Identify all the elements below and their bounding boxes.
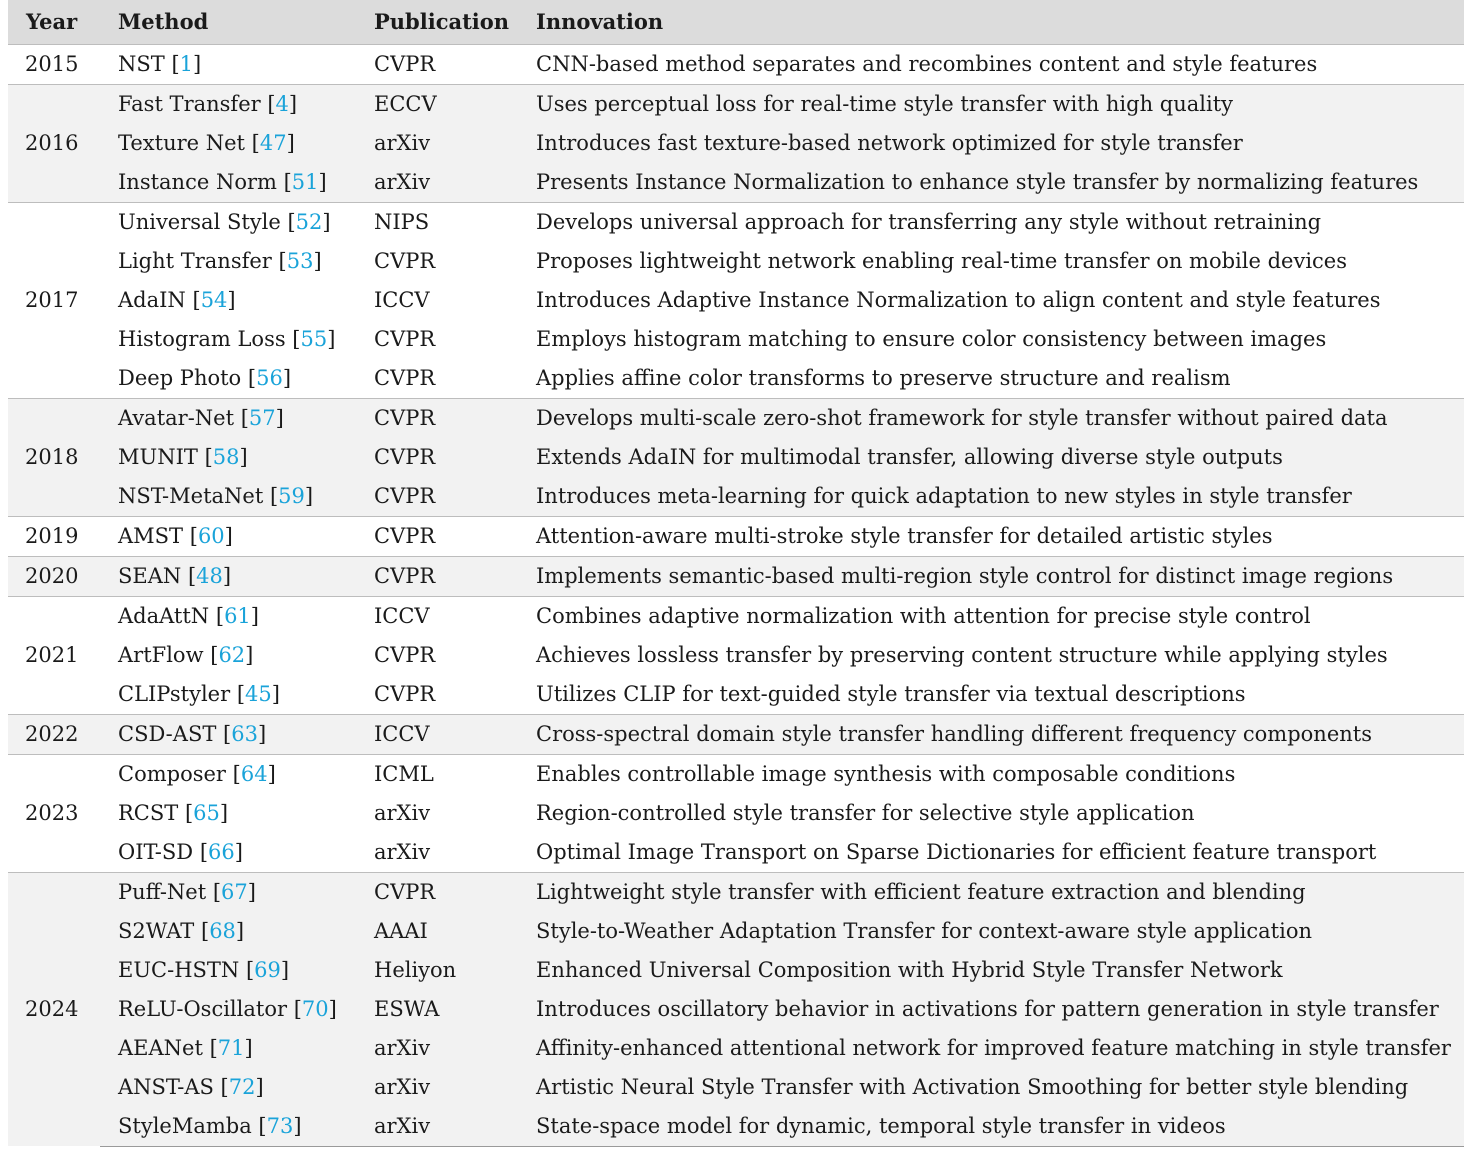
year-cell: 2019: [8, 516, 100, 556]
citation-link[interactable]: 72: [228, 1074, 256, 1099]
method-cell: [100, 794, 356, 833]
table-row: [8, 44, 1464, 84]
publication-cell: CVPR: [374, 444, 436, 469]
table-row: [8, 1107, 1464, 1147]
method-cell: [100, 556, 356, 596]
ref-bracket-open: [: [234, 405, 249, 430]
ref-bracket-open: [: [241, 365, 257, 390]
publication-cell: CVPR: [356, 516, 518, 556]
table-row: [8, 242, 1464, 281]
ref-bracket-close: ]: [235, 918, 245, 943]
table-row: [8, 912, 1464, 951]
publication-cell: arXiv: [374, 130, 431, 155]
table-row: [8, 1029, 1464, 1068]
table-row: [8, 359, 1464, 399]
method-name: AdaAttN: [118, 603, 210, 628]
method-name: AMST: [118, 523, 184, 548]
method-name: RCST: [118, 800, 179, 825]
table-body: [8, 44, 1464, 1146]
method-name: StyleMamba: [118, 1113, 252, 1138]
citation-link[interactable]: 47: [259, 130, 287, 155]
method-cell: [100, 438, 356, 477]
method-name: ReLU-Oscillator: [118, 996, 288, 1021]
publication-cell: CVPR: [356, 44, 518, 84]
publication-cell: ICML: [356, 754, 518, 794]
table-row: [8, 675, 1464, 715]
citation-link[interactable]: 63: [231, 721, 258, 746]
table-row: [8, 636, 1464, 675]
innovation-cell: Extends AdaIN for multimodal transfer, allowing diverse style outputs: [536, 444, 1283, 469]
method-name: Texture Net: [118, 130, 245, 155]
table-row: [8, 951, 1464, 990]
citation-link[interactable]: 71: [217, 1035, 245, 1060]
ref-bracket-close: ]: [193, 51, 202, 76]
citation-link[interactable]: 69: [254, 957, 281, 982]
method-name: CLIPstyler: [118, 681, 231, 706]
table-row: [8, 281, 1464, 320]
table-container: [8, 0, 1464, 1147]
table-row: [8, 124, 1464, 163]
ref-bracket-open: [: [216, 721, 232, 746]
method-cell: [100, 951, 356, 990]
innovation-cell: Attention-aware multi-stroke style transfer for detailed artistic styles: [518, 516, 1464, 556]
citation-link[interactable]: 51: [291, 169, 319, 194]
header-publication: Publication: [356, 0, 518, 44]
ref-bracket-close: ]: [304, 483, 314, 508]
method-cell: [100, 596, 356, 636]
innovation-cell: Uses perceptual loss for real-time style transfer with high quality: [518, 84, 1464, 124]
table-row: [8, 990, 1464, 1029]
citation-link[interactable]: 48: [196, 563, 223, 588]
method-name: EUC-HSTN: [118, 957, 240, 982]
ref-bracket-open: [: [213, 1074, 229, 1099]
publication-cell: arXiv: [374, 800, 431, 825]
innovation-cell: State-space model for dynamic, temporal style transfer in videos: [518, 1107, 1464, 1147]
ref-bracket-close: ]: [247, 879, 256, 904]
innovation-cell: Implements semantic-based multi-region style control for distinct image regions: [518, 556, 1464, 596]
method-name: NST: [118, 51, 165, 76]
publication-cell: ICCV: [356, 714, 518, 754]
ref-bracket-close: ]: [245, 642, 254, 667]
ref-bracket-close: ]: [286, 130, 295, 155]
citation-link[interactable]: 65: [193, 800, 220, 825]
header-method: Method: [100, 0, 356, 44]
method-cell: [100, 281, 356, 320]
ref-bracket-open: [: [194, 918, 210, 943]
innovation-cell: Introduces Adaptive Instance Normalization to align content and style features: [536, 287, 1381, 312]
innovation-cell: Introduces oscillatory behavior in activations for pattern generation in style transfer: [536, 996, 1439, 1021]
innovation-cell: Affinity-enhanced attentional network for improved feature matching in style transfer: [536, 1035, 1451, 1060]
innovation-cell: Region-controlled style transfer for selective style application: [536, 800, 1195, 825]
innovation-cell: Enables controllable image synthesis with composable conditions: [518, 754, 1464, 794]
citation-link[interactable]: 60: [197, 523, 225, 548]
table-row: [8, 320, 1464, 359]
ref-bracket-open: [: [276, 169, 292, 194]
publication-cell: CVPR: [374, 642, 436, 667]
method-cell: [100, 1107, 356, 1147]
ref-bracket-open: [: [287, 996, 302, 1021]
ref-bracket-open: [: [209, 603, 225, 628]
publication-cell: CVPR: [374, 483, 436, 508]
ref-bracket-close: ]: [322, 209, 331, 234]
method-name: Instance Norm: [118, 169, 277, 194]
method-cell: [100, 872, 356, 912]
table-row: [8, 872, 1464, 912]
header-year: Year: [8, 0, 100, 44]
table-header: [8, 0, 1464, 44]
table-row: [8, 398, 1464, 438]
innovation-cell: Utilizes CLIP for text-guided style transfer via textual descriptions: [536, 681, 1246, 706]
method-cell: [100, 242, 356, 281]
method-cell: [100, 1068, 356, 1107]
citation-link[interactable]: 56: [256, 365, 283, 390]
citation-link[interactable]: 66: [208, 839, 235, 864]
innovation-cell: Proposes lightweight network enabling real-time transfer on mobile devices: [536, 248, 1348, 273]
publication-cell: CVPR: [374, 248, 436, 273]
ref-bracket-open: [: [206, 879, 222, 904]
citation-link[interactable]: 67: [221, 879, 248, 904]
ref-bracket-open: [: [271, 248, 287, 273]
method-name: S2WAT: [118, 918, 195, 943]
innovation-cell: Combines adaptive normalization with attention for precise style control: [518, 596, 1464, 636]
method-cell: [100, 714, 356, 754]
citation-link[interactable]: 57: [248, 405, 276, 430]
ref-bracket-open: [: [164, 51, 180, 76]
method-cell: [100, 398, 356, 438]
publication-cell: ESWA: [374, 996, 440, 1021]
method-cell: [100, 163, 356, 203]
ref-bracket-close: ]: [282, 365, 292, 390]
citation-link[interactable]: 58: [212, 444, 240, 469]
method-name: Light Transfer: [118, 248, 272, 273]
table-row: [8, 202, 1464, 242]
ref-bracket-open: [: [178, 800, 194, 825]
citation-link[interactable]: 53: [286, 248, 314, 273]
method-cell: [100, 84, 356, 124]
method-cell: [100, 675, 356, 715]
publication-cell: arXiv: [374, 1074, 431, 1099]
innovation-cell: Optimal Image Transport on Sparse Dictionaries for efficient feature transport: [536, 839, 1377, 864]
table-row: [8, 1068, 1464, 1107]
year-cell: 2015: [8, 44, 100, 84]
innovation-cell: Applies affine color transforms to preserve structure and realism: [536, 365, 1231, 390]
method-name: ArtFlow: [118, 642, 204, 667]
publication-cell: CVPR: [374, 365, 436, 390]
ref-bracket-close: ]: [327, 326, 336, 351]
method-name: OIT-SD: [118, 839, 194, 864]
method-name: SEAN: [118, 563, 182, 588]
ref-bracket-close: ]: [257, 721, 267, 746]
table-row: [8, 556, 1464, 596]
ref-bracket-open: [: [263, 483, 279, 508]
style-transfer-methods-table: [8, 0, 1464, 1147]
method-name: Fast Transfer: [118, 91, 261, 116]
method-name: Histogram Loss: [118, 326, 286, 351]
publication-cell: Heliyon: [374, 957, 457, 982]
innovation-cell: CNN-based method separates and recombines content and style features: [518, 44, 1464, 84]
ref-bracket-open: [: [193, 839, 209, 864]
table-row: [8, 714, 1464, 754]
method-name: AEANet: [118, 1035, 203, 1060]
method-name: CSD-AST: [118, 721, 217, 746]
citation-link[interactable]: 73: [266, 1113, 294, 1138]
ref-bracket-close: ]: [328, 996, 337, 1021]
ref-bracket-open: [: [285, 326, 301, 351]
table-row: [8, 477, 1464, 517]
innovation-cell: Style-to-Weather Adaptation Transfer for context-aware style application: [536, 918, 1312, 943]
citation-link[interactable]: 52: [295, 209, 323, 234]
method-name: Deep Photo: [118, 365, 242, 390]
innovation-cell: Artistic Neural Style Transfer with Activation Smoothing for better style blending: [536, 1074, 1409, 1099]
ref-bracket-close: ]: [288, 91, 298, 116]
publication-cell: arXiv: [374, 169, 431, 194]
ref-bracket-close: ]: [318, 169, 327, 194]
citation-link[interactable]: 54: [200, 287, 228, 312]
publication-cell: arXiv: [356, 1107, 518, 1147]
method-cell: [100, 636, 356, 675]
header-innovation: Innovation: [518, 0, 1464, 44]
innovation-cell: Lightweight style transfer with efficient feature extraction and blending: [518, 872, 1464, 912]
ref-bracket-open: [: [202, 1035, 218, 1060]
ref-bracket-open: [: [230, 681, 246, 706]
publication-cell: CVPR: [374, 326, 436, 351]
table-row: [8, 438, 1464, 477]
method-name: AdaIN: [118, 287, 186, 312]
ref-bracket-close: ]: [222, 563, 232, 588]
method-cell: [100, 202, 356, 242]
method-name: Puff-Net: [118, 879, 207, 904]
method-cell: [100, 359, 356, 399]
method-name: Avatar-Net: [118, 405, 235, 430]
method-cell: [100, 912, 356, 951]
publication-cell: CVPR: [356, 872, 518, 912]
ref-bracket-open: [: [185, 287, 201, 312]
table-row: [8, 516, 1464, 556]
ref-bracket-open: [: [181, 563, 197, 588]
year-cell: 2024: [8, 872, 100, 1146]
method-cell: [100, 124, 356, 163]
ref-bracket-close: ]: [271, 681, 280, 706]
method-name: MUNIT: [118, 444, 198, 469]
innovation-cell: Develops multi-scale zero-shot framework for style transfer without paired data: [518, 398, 1464, 438]
publication-cell: arXiv: [374, 839, 431, 864]
ref-bracket-close: ]: [313, 248, 322, 273]
ref-bracket-open: [: [203, 642, 219, 667]
publication-cell: CVPR: [356, 398, 518, 438]
innovation-cell: Presents Instance Normalization to enhance style transfer by normalizing features: [536, 169, 1419, 194]
publication-cell: CVPR: [356, 556, 518, 596]
innovation-cell: Achieves lossless transfer by preserving content structure while applying styles: [536, 642, 1388, 667]
method-cell: [100, 754, 356, 794]
citation-link[interactable]: 59: [278, 483, 305, 508]
method-name: NST-MetaNet: [118, 483, 264, 508]
table-row: [8, 754, 1464, 794]
table-row: [8, 596, 1464, 636]
table-row: [8, 163, 1464, 203]
citation-link[interactable]: 4: [275, 91, 289, 116]
ref-bracket-close: ]: [267, 761, 276, 786]
ref-bracket-close: ]: [275, 405, 284, 430]
ref-bracket-open: [: [251, 1113, 267, 1138]
year-cell: 2016: [8, 84, 100, 202]
citation-link[interactable]: 62: [218, 642, 246, 667]
ref-bracket-open: [: [245, 130, 260, 155]
ref-bracket-close: ]: [224, 523, 233, 548]
ref-bracket-close: ]: [219, 800, 229, 825]
innovation-cell: Enhanced Universal Composition with Hybrid Style Transfer Network: [536, 957, 1283, 982]
citation-link[interactable]: 70: [301, 996, 329, 1021]
citation-link[interactable]: 68: [209, 918, 236, 943]
method-name: Composer: [118, 761, 226, 786]
year-cell: 2018: [8, 398, 100, 516]
table-row: [8, 84, 1464, 124]
citation-link[interactable]: 61: [224, 603, 251, 628]
publication-cell: AAAI: [374, 918, 428, 943]
citation-link[interactable]: 45: [245, 681, 272, 706]
header-row: [8, 0, 1464, 44]
year-cell: 2017: [8, 202, 100, 398]
innovation-cell: Employs histogram matching to ensure color consistency between images: [536, 326, 1327, 351]
publication-cell: arXiv: [374, 1035, 431, 1060]
method-cell: [100, 320, 356, 359]
year-cell: 2020: [8, 556, 100, 596]
method-name: ANST-AS: [118, 1074, 214, 1099]
citation-link[interactable]: 1: [179, 51, 194, 76]
ref-bracket-close: ]: [239, 444, 248, 469]
ref-bracket-close: ]: [227, 287, 236, 312]
method-cell: [100, 477, 356, 517]
ref-bracket-close: ]: [280, 957, 290, 982]
ref-bracket-open: [: [197, 444, 213, 469]
ref-bracket-close: ]: [255, 1074, 264, 1099]
publication-cell: ECCV: [356, 84, 518, 124]
publication-cell: ICCV: [356, 596, 518, 636]
year-cell: 2021: [8, 596, 100, 714]
method-cell: [100, 44, 356, 84]
ref-bracket-close: ]: [250, 603, 259, 628]
method-cell: [100, 833, 356, 873]
ref-bracket-close: ]: [234, 839, 243, 864]
ref-bracket-open: [: [239, 957, 255, 982]
citation-link[interactable]: 64: [240, 761, 268, 786]
publication-cell: NIPS: [356, 202, 518, 242]
method-cell: [100, 990, 356, 1029]
year-cell: 2022: [8, 714, 100, 754]
innovation-cell: Introduces meta-learning for quick adaptation to new styles in style transfer: [536, 483, 1352, 508]
ref-bracket-open: [: [260, 91, 276, 116]
table-row: [8, 833, 1464, 873]
year-cell: 2023: [8, 754, 100, 872]
method-cell: [100, 516, 356, 556]
ref-bracket-open: [: [280, 209, 296, 234]
citation-link[interactable]: 55: [300, 326, 328, 351]
ref-bracket-open: [: [225, 761, 241, 786]
method-name: Universal Style: [118, 209, 281, 234]
innovation-cell: Introduces fast texture-based network optimized for style transfer: [536, 130, 1243, 155]
innovation-cell: Develops universal approach for transferring any style without retraining: [518, 202, 1464, 242]
table-row: [8, 794, 1464, 833]
method-cell: [100, 1029, 356, 1068]
ref-bracket-close: ]: [244, 1035, 253, 1060]
publication-cell: CVPR: [374, 681, 436, 706]
ref-bracket-close: ]: [293, 1113, 302, 1138]
innovation-cell: Cross-spectral domain style transfer handling different frequency components: [518, 714, 1464, 754]
ref-bracket-open: [: [183, 523, 198, 548]
publication-cell: ICCV: [374, 287, 430, 312]
